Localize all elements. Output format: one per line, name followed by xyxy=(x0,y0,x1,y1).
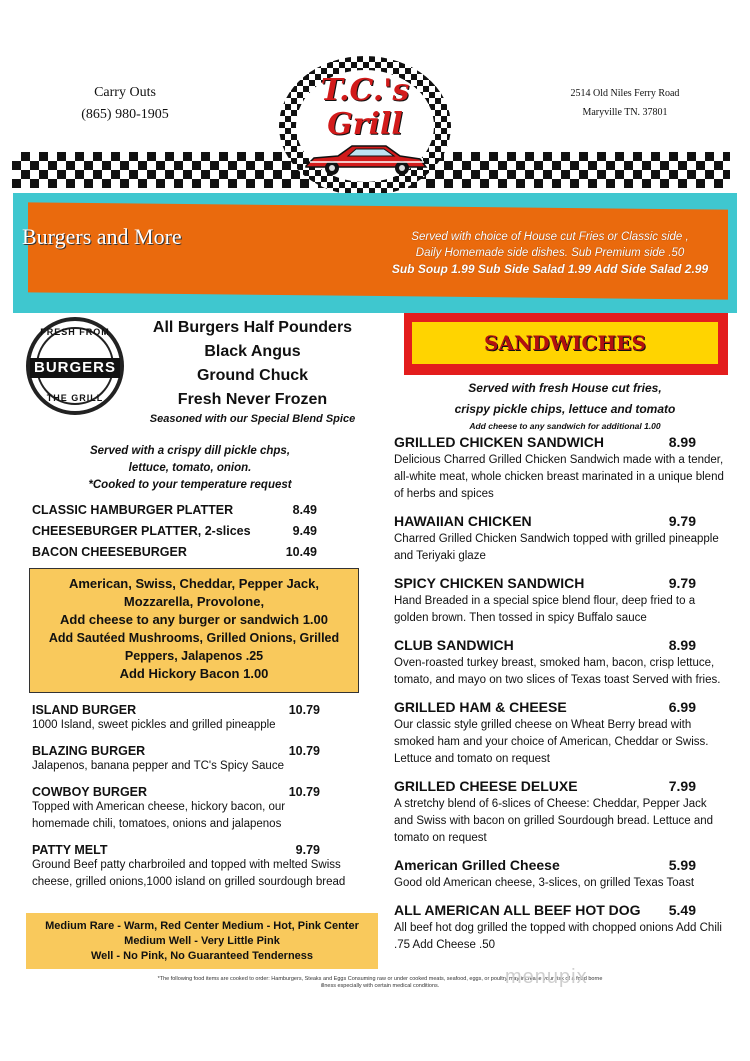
intro-line: Ground Chuck xyxy=(196,367,309,384)
served-line: *Cooked to your temperature request xyxy=(88,479,292,491)
logo-line2: Grill xyxy=(327,107,403,142)
item-name: CLUB SANDWICH xyxy=(394,637,514,653)
badge-middle-text: BURGERS xyxy=(30,358,120,378)
item-desc: Hand Breaded in a special spice blend flour, deep fried to a golden brown. Then tossed in spicy Buffalo sauce xyxy=(394,595,696,624)
badge-top-text: FRESH FROM xyxy=(40,327,110,337)
phone-number[interactable]: (865) 980-1905 xyxy=(81,107,169,122)
banner-note-line2: Daily Homemade side dishes. Sub Premium side .50 xyxy=(415,247,685,259)
add-cheese-note: Add cheese to any sandwich for additional 1.00 xyxy=(469,421,661,431)
served-line: Served with a crispy dill pickle chps, xyxy=(89,445,291,457)
item-desc: Our classic style grilled cheese on Wheat Berry bread with smoked ham and your choice of American, Cheddar or Swiss. Lettuce and tomato on request xyxy=(394,719,709,765)
item-name: BLAZING BURGER xyxy=(32,744,146,758)
served-line: Served with fresh House cut fries, xyxy=(468,381,662,395)
item-price: 9.79 xyxy=(668,513,696,529)
banner-note-line1: Served with choice of House cut Fries or Classic side , xyxy=(411,231,689,243)
item-price: 9.79 xyxy=(668,575,696,591)
item-desc: All beef hot dog grilled the topped with chopped onions Add Chili .75 Add Cheese .50 xyxy=(394,922,722,951)
burger-intro xyxy=(130,316,375,426)
temp-line: Medium Rare - Warm, Red Center Medium - Hot, Pink Center xyxy=(45,920,359,932)
item-desc: Delicious Charred Grilled Chicken Sandwich made with a tender, all-white meat, whole chicken breast marinated in a unique blend of herbs and spices xyxy=(394,454,724,500)
item-price: 5.49 xyxy=(668,902,696,918)
list-item xyxy=(394,432,726,503)
item-name: GRILLED HAM & CHEESE xyxy=(394,699,567,715)
intro-line: Black Angus xyxy=(204,343,301,360)
list-item xyxy=(394,855,726,892)
sandwich-served-note xyxy=(395,378,735,432)
item-desc: Good old American cheese, 3-slices, on grilled Texas Toast xyxy=(394,877,695,889)
item-desc: Charred Grilled Chicken Sandwich topped with grilled pineapple and Teriyaki glaze xyxy=(394,533,719,562)
list-item xyxy=(32,744,362,775)
item-name: HAWAIIAN CHICKEN xyxy=(394,513,532,529)
addon-line: Add cheese to any burger or sandwich 1.00 xyxy=(59,612,329,627)
served-line: lettuce, tomato, onion. xyxy=(128,462,252,474)
list-item xyxy=(394,697,726,768)
item-desc: Jalapenos, banana pepper and TC's Spicy Sauce xyxy=(32,760,284,772)
classic-car-icon xyxy=(300,140,430,178)
temp-line: Well - No Pink, No Guaranteed Tenderness xyxy=(90,950,314,962)
list-item xyxy=(32,542,317,563)
consumer-advisory: *The following food items are cooked to order: Hamburgers, Steaks and Eggs Consuming raw or under cooked meats, seafood, eggs, or poultry may increase your risk of a food borne illness especially with certain medical conditions. xyxy=(157,976,603,989)
address-line1: 2514 Old Niles Ferry Road xyxy=(570,88,680,99)
item-name: SPICY CHICKEN SANDWICH xyxy=(394,575,585,591)
list-item xyxy=(32,843,362,891)
temp-line: Medium Well - Very Little Pink xyxy=(124,935,280,947)
section-title-sandwiches: SANDWICHES xyxy=(412,322,718,364)
list-item xyxy=(394,900,726,954)
logo-line1: T.C.'s xyxy=(320,73,410,108)
seasoned-note: Seasoned with our Special Blend Spice xyxy=(149,413,356,425)
served-line: crispy pickle chips, lettuce and tomato xyxy=(454,402,676,416)
banner-note-line3: Sub Soup 1.99 Sub Side Salad 1.99 Add Side Salad 2.99 xyxy=(391,262,709,276)
section-title-burgers: Burgers and More xyxy=(22,224,182,249)
carry-outs-label: Carry Outs xyxy=(94,85,156,100)
item-desc: A stretchy blend of 6-slices of Cheese: Cheddar, Pepper Jack and Swiss with bacon on grilled Sourdough bread. Lettuce and tomato on request xyxy=(394,798,714,844)
item-desc: Ground Beef patty charbroiled and topped with melted Swiss cheese, grilled onions,1000 island on grilled sourdough bread xyxy=(32,859,346,888)
addon-line: Peppers, Jalapenos .25 xyxy=(124,649,264,663)
item-price: 8.99 xyxy=(668,434,696,450)
item-price: 5.99 xyxy=(668,857,696,873)
platter-list xyxy=(32,500,317,563)
logo xyxy=(300,74,430,142)
specialty-burger-list xyxy=(32,703,362,901)
item-price: 10.49 xyxy=(285,545,317,559)
list-item xyxy=(394,776,726,847)
list-item xyxy=(394,573,726,627)
item-price: 6.99 xyxy=(668,699,696,715)
item-name: GRILLED CHICKEN SANDWICH xyxy=(394,434,604,450)
intro-line: Fresh Never Frozen xyxy=(177,391,328,408)
list-item xyxy=(32,521,317,542)
burger-served-note xyxy=(40,443,340,494)
item-price: 10.79 xyxy=(288,744,320,758)
item-desc: 1000 Island, sweet pickles and grilled pineapple xyxy=(32,719,276,731)
intro-line: All Burgers Half Pounders xyxy=(152,319,353,336)
addons-box xyxy=(29,568,359,693)
item-name: COWBOY BURGER xyxy=(32,785,148,799)
list-item xyxy=(32,785,362,833)
item-price: 9.49 xyxy=(292,524,317,538)
addon-line: Mozzarella, Provolone, xyxy=(123,594,265,609)
item-price: 7.99 xyxy=(668,778,696,794)
address-line2: Maryville TN. 37801 xyxy=(582,107,668,118)
item-price: 9.79 xyxy=(295,843,320,857)
temperature-guide xyxy=(26,913,378,969)
item-name: ISLAND BURGER xyxy=(32,703,137,717)
item-name: PATTY MELT xyxy=(32,843,108,857)
badge-bottom-text: THE GRILL xyxy=(46,393,104,403)
item-price: 10.79 xyxy=(288,785,320,799)
item-name: American Grilled Cheese xyxy=(394,857,560,873)
item-desc: Topped with American cheese, hickory bacon, our homemade chili, tomatoes, onions and jalapenos xyxy=(32,801,286,830)
item-name: ALL AMERICAN ALL BEEF HOT DOG xyxy=(394,902,641,918)
item-desc: Oven-roasted turkey breast, smoked ham, bacon, crisp lettuce, tomato, and mayo on two slices of Texas toast Served with fries. xyxy=(394,657,721,686)
item-price: 10.79 xyxy=(288,703,320,717)
item-name: CHEESEBURGER PLATTER, 2-slices xyxy=(32,524,251,538)
watermark: menupix xyxy=(505,966,588,988)
list-item xyxy=(394,511,726,565)
item-price: 8.99 xyxy=(668,637,696,653)
addon-line: Add Hickory Bacon 1.00 xyxy=(119,666,269,681)
addon-line: American, Swiss, Cheddar, Pepper Jack, xyxy=(68,576,319,591)
address xyxy=(545,84,705,122)
item-price: 8.49 xyxy=(292,503,317,517)
list-item xyxy=(32,500,317,521)
item-name: CLASSIC HAMBURGER PLATTER xyxy=(32,503,234,517)
list-item xyxy=(394,635,726,689)
sandwich-list xyxy=(394,432,726,962)
list-item xyxy=(32,703,362,734)
banner-note xyxy=(380,229,720,277)
carry-out-info xyxy=(40,82,210,126)
addon-line: Add Sautéed Mushrooms, Grilled Onions, Grilled xyxy=(48,631,340,645)
item-name: GRILLED CHEESE DELUXE xyxy=(394,778,578,794)
item-name: BACON CHEESEBURGER xyxy=(32,545,187,559)
